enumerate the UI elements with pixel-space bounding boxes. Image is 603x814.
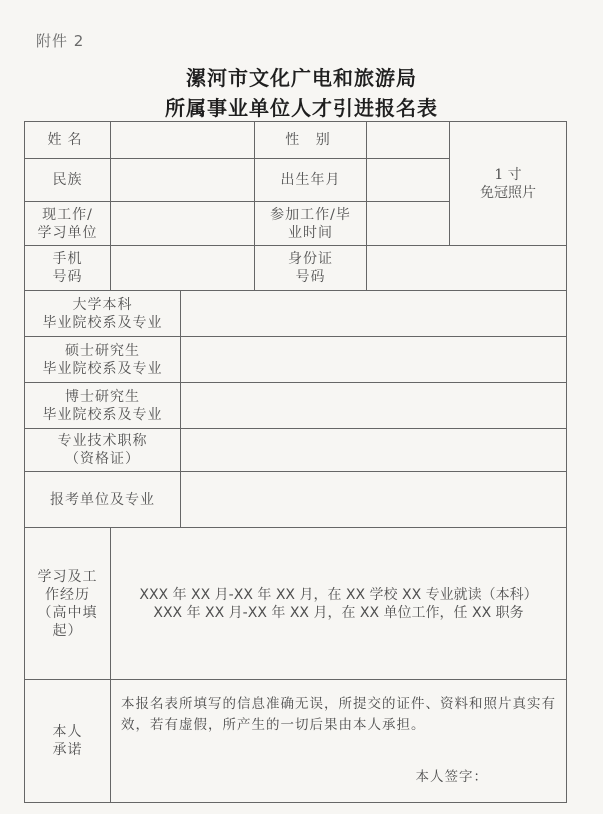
professional-title-line2: （资格证）	[65, 451, 140, 467]
professional-title-label	[25, 429, 181, 472]
workplace-label-line1: 现工作/	[42, 206, 93, 223]
id-field[interactable]	[367, 246, 567, 291]
id-label	[255, 246, 367, 291]
master-label-line2: 毕业院校系及专业	[42, 360, 163, 377]
gender-label: 性 别	[255, 122, 367, 159]
phd-label-line2: 毕业院校系及专业	[42, 406, 163, 423]
ethnicity-field[interactable]	[111, 159, 255, 202]
page-title-line2: 所属事业单位人才引进报名表	[165, 96, 438, 120]
ethnicity-label: 民族	[25, 159, 111, 202]
photo-box[interactable]	[450, 122, 567, 246]
master-field[interactable]	[181, 337, 567, 383]
bachelor-field[interactable]	[181, 291, 567, 337]
resume-label-line3: （高中填	[37, 604, 98, 621]
work-start-label-line2: 业时间	[288, 224, 333, 241]
gender-field[interactable]	[367, 122, 450, 159]
workplace-label-line2: 学习单位	[37, 224, 98, 241]
bachelor-label-line2: 毕业院校系及专业	[42, 314, 163, 331]
promise-label-line2: 承诺	[52, 742, 83, 758]
photo-type-label: 免冠照片	[480, 184, 536, 201]
id-label-line1: 身份证	[288, 251, 333, 267]
photo-size-label: 1 寸	[494, 166, 522, 183]
professional-title-line1: 专业技术职称	[57, 433, 148, 449]
phone-label-line2: 号码	[52, 269, 83, 285]
phd-field[interactable]	[181, 383, 567, 429]
signature-label[interactable]: 本人签字：	[415, 769, 488, 785]
work-start-label-line1: 参加工作/毕	[270, 206, 351, 223]
master-label	[25, 337, 181, 383]
promise-label-line1: 本人	[52, 724, 83, 740]
id-label-line2: 号码	[295, 269, 326, 285]
promise-label	[25, 680, 111, 803]
resume-line-1: XXX 年 XX 月-XX 年 XX 月，在 XX 学校 XX 专业就读（本科）	[139, 586, 538, 603]
birth-field[interactable]	[367, 159, 450, 202]
master-label-line1: 硕士研究生	[65, 342, 140, 359]
resume-label-line4: 起）	[52, 622, 83, 639]
registration-form-table	[24, 121, 567, 803]
workplace-field[interactable]	[111, 202, 255, 246]
bachelor-label	[25, 291, 181, 337]
apply-unit-label: 报考单位及专业	[25, 472, 181, 528]
resume-field[interactable]	[111, 528, 567, 680]
workplace-label	[25, 202, 111, 246]
name-label: 姓名	[25, 122, 111, 159]
work-start-field[interactable]	[367, 202, 450, 246]
professional-title-field[interactable]	[181, 429, 567, 472]
bachelor-label-line1: 大学本科	[72, 296, 133, 313]
resume-label-line1: 学习及工	[37, 568, 98, 585]
phone-label	[25, 246, 111, 291]
resume-line-2: XXX 年 XX 月-XX 年 XX 月，在 XX 单位工作，任 XX 职务	[153, 604, 524, 621]
attachment-number: 附件 2	[36, 32, 85, 50]
promise-text: 本报名表所填写的信息准确无误，所提交的证件、资料和照片真实有效，若有虚假，所产生的一切后果由本人承担。	[121, 696, 556, 733]
phd-label-line1: 博士研究生	[65, 388, 140, 405]
phone-label-line1: 手机	[52, 251, 83, 267]
promise-field	[111, 680, 567, 803]
resume-label	[25, 528, 111, 680]
birth-label: 出生年月	[255, 159, 367, 202]
work-start-label	[255, 202, 367, 246]
resume-label-line2: 作经历	[45, 586, 90, 603]
name-field[interactable]	[111, 122, 255, 159]
apply-unit-field[interactable]	[181, 472, 567, 528]
phd-label	[25, 383, 181, 429]
page-title-line1: 漯河市文化广电和旅游局	[186, 66, 417, 90]
phone-field[interactable]	[111, 246, 255, 291]
